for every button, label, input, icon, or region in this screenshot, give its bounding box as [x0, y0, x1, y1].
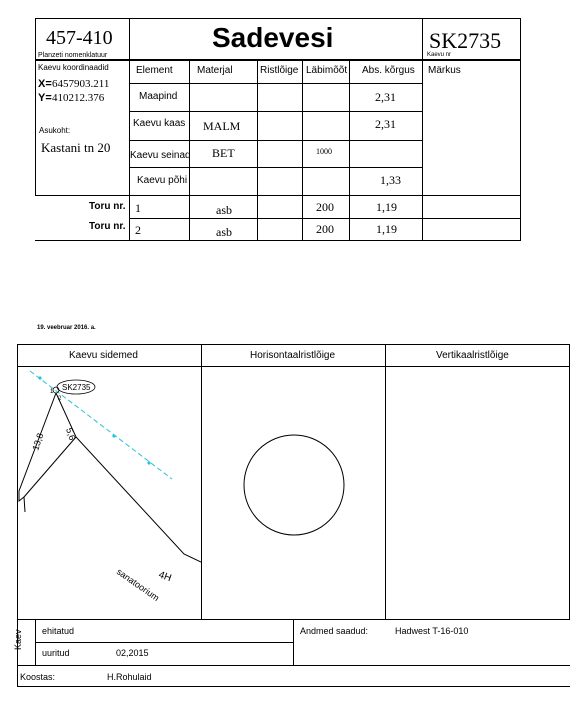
col-abs-height: Abs. kõrgus — [362, 65, 415, 76]
x-value: 6457903.211 — [52, 78, 110, 90]
well-symbol — [53, 387, 59, 393]
sketch-dim: 13,8 — [30, 431, 46, 452]
location-caption: Asukoht: — [39, 126, 71, 135]
x-label: X= — [38, 78, 52, 90]
well-id-caption: Kaevu nr — [427, 52, 452, 58]
connections-sketch — [18, 367, 201, 619]
row-abs: 2,31 — [375, 90, 396, 104]
pipe-nr: 2 — [135, 223, 141, 237]
sketch-well-label: SK2735 — [62, 383, 91, 392]
row-element: Kaevu seinad — [130, 150, 191, 161]
y-label: Y= — [38, 92, 52, 104]
pipe-material: asb — [216, 203, 232, 217]
row-abs: 1,33 — [380, 173, 401, 187]
pipe-material: asb — [216, 225, 232, 239]
location-value: Kastani tn 20 — [41, 140, 111, 155]
pipe-label: Toru nr. — [89, 201, 126, 212]
built-label: ehitatud — [42, 626, 75, 636]
sheet-number: 457-410 — [46, 27, 113, 49]
col-material: Materjal — [197, 65, 233, 76]
pipe-abs: 1,19 — [376, 222, 397, 236]
col-diameter: Läbimõõt — [306, 65, 348, 76]
sketch-dim: 5,6 — [64, 426, 78, 442]
footer-side-label: Kaev — [13, 629, 23, 650]
pipe-marker — [112, 434, 115, 437]
pipe-nr: 1 — [135, 201, 141, 215]
page-title: Sadevesi — [212, 22, 334, 53]
horizontal-section — [202, 367, 385, 619]
panel-title-horizontal: Horisontaalristlõige — [250, 350, 336, 361]
pipe-diameter: 200 — [316, 200, 334, 214]
panel-title-vertical: Vertikaalristlõige — [436, 350, 509, 361]
row-diameter: 1000 — [316, 147, 332, 156]
y-value: 410212.376 — [52, 92, 105, 104]
row-element: Kaevu kaas — [133, 118, 186, 129]
coords-caption: Kaevu koordinaadid — [38, 63, 109, 72]
well-id: SK2735 — [429, 28, 502, 53]
row-material: MALM — [203, 119, 241, 133]
pipe-diameter: 200 — [316, 222, 334, 236]
pipe-abs: 1,19 — [376, 200, 397, 214]
sketch-pipe-num: 1 — [50, 389, 54, 395]
pipe-marker — [147, 461, 150, 464]
source-value: Hadwest T-16-010 — [395, 626, 469, 636]
building-name: sanatoorium — [114, 566, 162, 604]
pipe-label: Toru nr. — [89, 221, 126, 232]
source-label: Andmed saadud: — [300, 626, 369, 636]
well-cross-section-circle — [244, 435, 344, 535]
sheet-number-caption: Planzeti nomenklatuur — [38, 52, 108, 59]
document-date: 19. veebruar 2016. a. — [37, 325, 96, 331]
surveyed-value: 02,2015 — [116, 648, 149, 658]
sketch-pipe-num: 2 — [58, 396, 62, 402]
col-element: Element — [136, 65, 173, 76]
pipe-line — [30, 371, 172, 479]
building-no: 4H — [156, 569, 173, 585]
row-element: Kaevu põhi — [137, 175, 188, 186]
col-remarks: Märkus — [428, 65, 461, 76]
connection-line — [56, 393, 201, 562]
row-element: Maapind — [139, 91, 178, 102]
col-section: Ristlõige — [260, 65, 299, 76]
row-material: BET — [212, 146, 235, 160]
row-abs: 2,31 — [375, 117, 396, 131]
author-label: Koostas: — [20, 672, 56, 682]
author-value: H.Rohulaid — [107, 672, 152, 682]
surveyed-label: uuritud — [42, 648, 70, 658]
pipe-marker — [38, 376, 41, 379]
connection-line — [19, 393, 56, 512]
panel-title-connections: Kaevu sidemed — [69, 350, 138, 361]
